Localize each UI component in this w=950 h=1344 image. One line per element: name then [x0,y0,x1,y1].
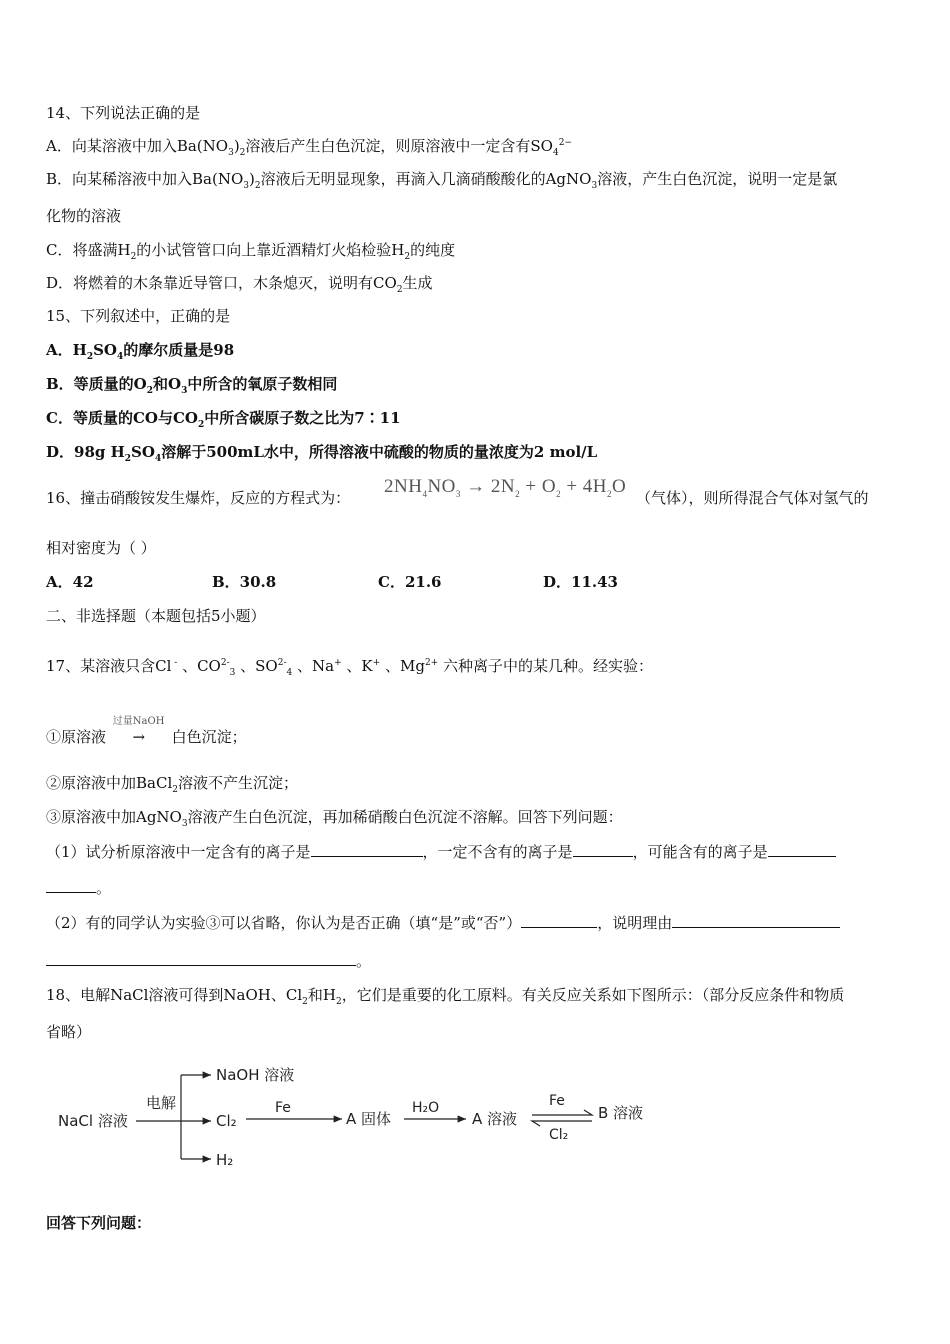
q16-option-a: A．42 [46,573,94,591]
q17-stem: 17、某溶液只含Cl - 、$CO^{2-}_3$ 、$SO^{2-}_4$ 、Na+ 、K+ 、$Mg^{2+}$ 六种离子中的某几种。经实验： [46,657,654,678]
q16-equation: $2NH_4NO_3 \to 2N_2 + O_2 + 4H_2O$ [384,476,627,499]
answer-blank[interactable] [46,878,96,893]
q17-experiment-2: ②原溶液中加BaCl$_2$溶液不产生沉淀； [46,774,298,795]
node-nacl-solution: NaCl 溶液 [58,1112,128,1130]
answer-blank[interactable] [573,842,633,857]
node-a-solution: A 溶液 [472,1110,518,1128]
q17-experiment-1: ①原溶液 过量NaOH → 白色沉淀； [46,716,247,746]
q17-experiment-3: ③原溶液中加AgNO$_3$溶液产生白色沉淀，再加稀硝酸白色沉淀不溶解。回答下列问题： [46,808,623,829]
node-naoh-solution: NaOH 溶液 [216,1066,295,1084]
node-b-solution: B 溶液 [598,1104,644,1122]
node-cl2: Cl₂ [216,1112,237,1130]
node-a-solid: A 固体 [346,1110,392,1128]
q18-stem-line2: 省略） [46,1023,92,1041]
q16-option-c: C．21.6 [378,573,442,591]
section-heading: 二、非选择题（本题包括5小题） [46,607,266,625]
q16-option-d: D．11.43 [543,573,618,591]
q18-answer-prompt: 回答下列问题： [46,1214,152,1232]
q14-option-c: C．将盛满$H_2$的小试管管口向上靠近酒精灯火焰检验$H_2$的纯度 [46,241,456,262]
node-h2: H₂ [216,1151,234,1169]
q18-stem: 18、电解NaCl溶液可得到NaOH、$Cl_2$和$H_2$，它们是重要的化工原料。有关反应关系如下图所示：（部分反应条件和物质 [46,986,845,1007]
q14-stem: 14、下列说法正确的是 [46,104,201,122]
q16-stem: 16、撞击硝酸铵发生爆炸，反应的方程式为： [46,489,351,507]
answer-blank[interactable] [521,913,597,928]
q17-part-2-cont: 。 [46,951,371,971]
label-electrolysis: 电解 [146,1094,177,1112]
q15-option-a: A．$H_2SO_4$的摩尔质量是98 [46,341,235,362]
q17-part-1-cont: 。 [46,878,111,898]
q14-option-b-cont: 化物的溶液 [46,207,122,225]
q17-part-2: （2）有的同学认为实验③可以省略，你认为是否正确（填“是”或“否”） ，说明理由 [46,913,840,933]
arrow-reverse [532,1121,592,1126]
q15-option-d: D．98g $H_2SO_4$溶解于500mL水中，所得溶液中硫酸的物质的量浓度为2 mol/L [46,443,598,464]
answer-blank[interactable] [311,842,423,857]
q14-option-a: A．向某溶液中加入$Ba(NO_3)_2$溶液后产生白色沉淀，则原溶液中一定含有$SO_4^{2-}$ [46,137,572,158]
q17-part-1: （1）试分析原溶液中一定含有的离子是 ，一定不含有的离子是 ，可能含有的离子是 [46,842,836,862]
arrow-forward [532,1110,592,1115]
q15-stem: 15、下列叙述中，正确的是 [46,307,231,325]
label-fe: Fe [275,1100,291,1116]
q16-stem-line2: 相对密度为（ ） [46,539,156,557]
q14-option-b: B．向某稀溶液中加入$Ba(NO_3)_2$溶液后无明显现象，再滴入几滴硝酸酸化的AgNO$_3$溶液，产生白色沉淀，说明一定是氯 [46,170,838,191]
label-fe-forward: Fe [549,1093,565,1109]
answer-blank[interactable] [672,913,840,928]
q16-stem-tail: （气体），则所得混合气体对氢气的 [636,489,869,507]
reaction-diagram [46,1055,686,1185]
q15-option-b: B．等质量的$O_2$和$O_3$中所含的氧原子数相同 [46,375,338,396]
q16-option-b: B．30.8 [212,573,277,591]
answer-blank[interactable] [46,951,356,966]
q15-option-c: C．等质量的CO与$CO_2$中所含碳原子数之比为7∶11 [46,409,401,430]
q14-option-d: D．将燃着的木条靠近导管口，木条熄灭，说明有$CO_2$生成 [46,274,433,295]
label-water: H₂O [412,1100,440,1116]
label-cl2-reverse: Cl₂ [549,1127,569,1143]
answer-blank[interactable] [768,842,836,857]
